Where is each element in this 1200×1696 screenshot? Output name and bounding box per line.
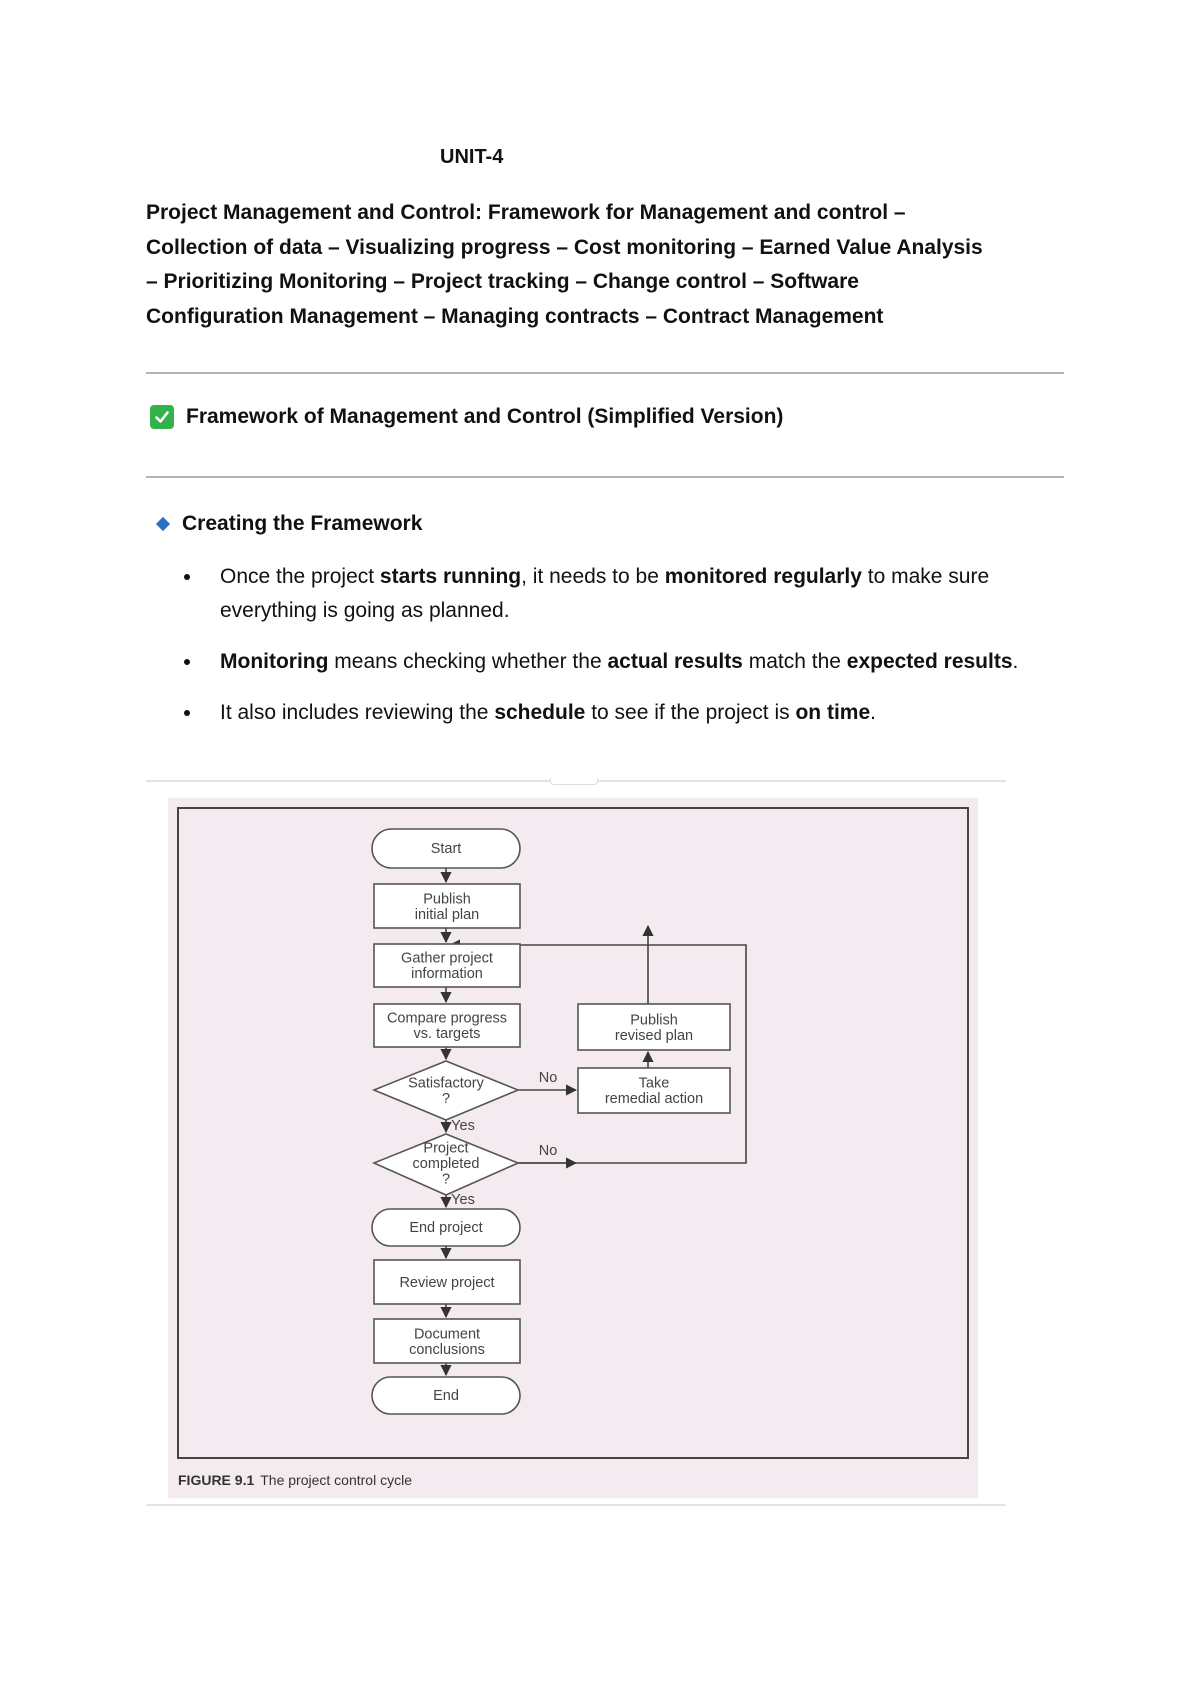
- syllabus-line: Configuration Management – Managing contracts – Contract Management: [146, 304, 884, 328]
- node-label-line: Publish: [423, 891, 471, 908]
- text-run: means checking whether the: [328, 650, 608, 673]
- figure-image: [168, 798, 978, 1498]
- blue-diamond-icon: [156, 517, 170, 531]
- subsection-heading: [156, 512, 422, 536]
- divider-top: [146, 372, 1064, 374]
- bullet-dot: [184, 574, 190, 580]
- bold-run: schedule: [494, 701, 586, 724]
- node-label-line: Satisfactory: [408, 1075, 484, 1092]
- figure-caption: [178, 1472, 412, 1488]
- node-label-line: Compare progress: [386, 1010, 508, 1027]
- figure-caption-number: FIGURE 9.1: [178, 1472, 255, 1488]
- syllabus-line: Collection of data – Visualizing progress – Cost monitoring – Earned Value Analysis: [146, 235, 983, 259]
- edge-label-no: No: [538, 1143, 558, 1159]
- node-label-line: Project: [423, 1140, 469, 1157]
- text-run: to make sure everything is going as planned.: [220, 565, 990, 622]
- node-publish-initial-label: [415, 891, 480, 923]
- flowchart: [168, 798, 978, 1498]
- figure-caption-text: The project control cycle: [260, 1472, 412, 1488]
- node-label-line: End: [433, 1388, 459, 1404]
- node-label-line: ?: [441, 1171, 451, 1188]
- text-run: .: [870, 701, 876, 724]
- divider-bottom: [146, 476, 1064, 478]
- node-label-line: completed: [412, 1156, 480, 1172]
- unit-title: UNIT-4: [440, 146, 504, 168]
- figure-resize-handle: [550, 778, 598, 785]
- bullet-text: [220, 701, 876, 724]
- text-run: to see if the project is: [585, 701, 796, 724]
- node-start-label: [431, 841, 462, 857]
- bullet-text: [220, 650, 1018, 673]
- node-label-line: revised plan: [614, 1027, 694, 1044]
- figure-container: [146, 780, 1006, 1506]
- text-run: Once the project: [220, 565, 380, 588]
- node-label-line: Review project: [399, 1275, 495, 1291]
- node-label-line: Publish: [630, 1012, 678, 1029]
- section-heading-text: Framework of Management and Control (Simplified Version): [186, 405, 784, 428]
- bullet-item: [182, 696, 1062, 730]
- node-label-line: Document: [413, 1326, 481, 1343]
- bullet-dot: [184, 659, 190, 665]
- bullet-dot: [184, 710, 190, 716]
- syllabus-line: – Prioritizing Monitoring – Project tracking – Change control – Software: [146, 270, 859, 293]
- bold-run: monitored regularly: [664, 565, 862, 588]
- syllabus-line: Project Management and Control: Framework for Management and control –: [146, 201, 906, 224]
- bullet-list: [182, 560, 1062, 747]
- node-end-label: [433, 1388, 459, 1404]
- node-label-line: vs. targets: [413, 1025, 481, 1042]
- text-run: match the: [742, 650, 847, 673]
- bold-run: starts running: [379, 565, 522, 588]
- node-label-line: conclusions: [409, 1341, 485, 1358]
- bold-run: actual results: [607, 650, 743, 673]
- node-label-line: Start: [430, 841, 462, 857]
- node-label-line: initial plan: [414, 906, 480, 923]
- check-mark-icon: [150, 405, 174, 429]
- syllabus-topics: [146, 196, 1066, 334]
- bullet-item: [182, 560, 1062, 628]
- bullet-text: [220, 565, 989, 622]
- edge-label-no: No: [538, 1070, 558, 1086]
- node-document-label: [409, 1326, 485, 1358]
- text-run: , it needs to be: [521, 565, 665, 588]
- text-run: It also includes reviewing the: [220, 701, 495, 724]
- subsection-heading-text: Creating the Framework: [182, 512, 423, 535]
- section-heading: [150, 405, 783, 429]
- node-label-line: remedial action: [604, 1090, 704, 1107]
- text-run: .: [1012, 650, 1019, 673]
- bold-run: on time: [795, 701, 871, 724]
- node-review-label: [399, 1275, 494, 1291]
- node-label-line: information: [411, 965, 483, 982]
- bullet-item: [182, 645, 1062, 679]
- node-label-line: End project: [409, 1220, 483, 1236]
- node-gather-label: [401, 950, 493, 982]
- figure-frame: [178, 808, 968, 1458]
- edge-label-yes: Yes: [451, 1118, 475, 1134]
- node-end-project-label: [409, 1220, 482, 1236]
- bold-run: Monitoring: [220, 650, 329, 673]
- node-label-line: Take: [638, 1075, 670, 1092]
- bold-run: expected results: [846, 650, 1013, 673]
- node-label-line: Gather project: [401, 950, 493, 967]
- node-label-line: ?: [441, 1090, 451, 1107]
- edge-label-yes: Yes: [451, 1192, 475, 1208]
